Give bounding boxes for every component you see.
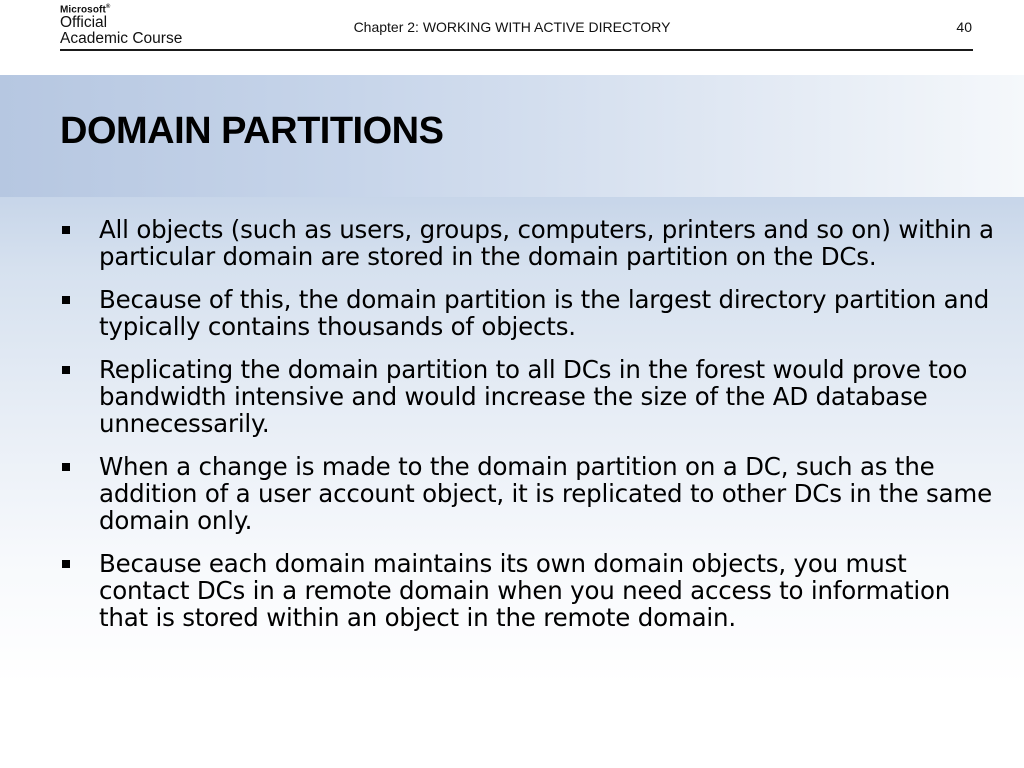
bullet-text: Because each domain maintains its own domain objects, you must contact DCs in a remote domain when you need access to information that is stored within an object in the remote domain. [99,549,951,632]
bullet-item [62,550,997,631]
bullet-text: All objects (such as users, groups, computers, printers and so on) within a particular domain are stored in the domain partition on the DCs. [99,215,994,271]
logo-line-academic-course: Academic Course [60,29,183,47]
page-number: 40 [956,19,972,35]
logo-line-official: Official [60,14,108,32]
logo-brand-text: Microsoft [60,4,106,16]
header-divider [60,49,973,51]
slide-title: DOMAIN PARTITIONS [60,110,444,152]
bullet-item [62,216,997,270]
square-bullet-icon [62,560,70,568]
bullet-item [62,286,997,340]
square-bullet-icon [62,366,70,374]
bullet-item [62,453,997,534]
chapter-title: Chapter 2: WORKING WITH ACTIVE DIRECTORY [353,19,671,35]
bullet-list [62,216,997,647]
bullet-item [62,356,997,437]
bullet-text: Because of this, the domain partition is the largest directory partition and typically contains thousands of objects. [99,285,990,341]
slide-header [0,0,1024,75]
square-bullet-icon [62,226,70,234]
bullet-text: When a change is made to the domain partition on a DC, such as the addition of a user account object, it is replicated to other DCs in the same domain only. [99,452,992,535]
bullet-text: Replicating the domain partition to all DCs in the forest would prove too bandwidth intensive and would increase the size of the AD database unnecessarily. [99,355,968,438]
square-bullet-icon [62,463,70,471]
logo-trademark: ® [105,4,111,10]
square-bullet-icon [62,296,70,304]
